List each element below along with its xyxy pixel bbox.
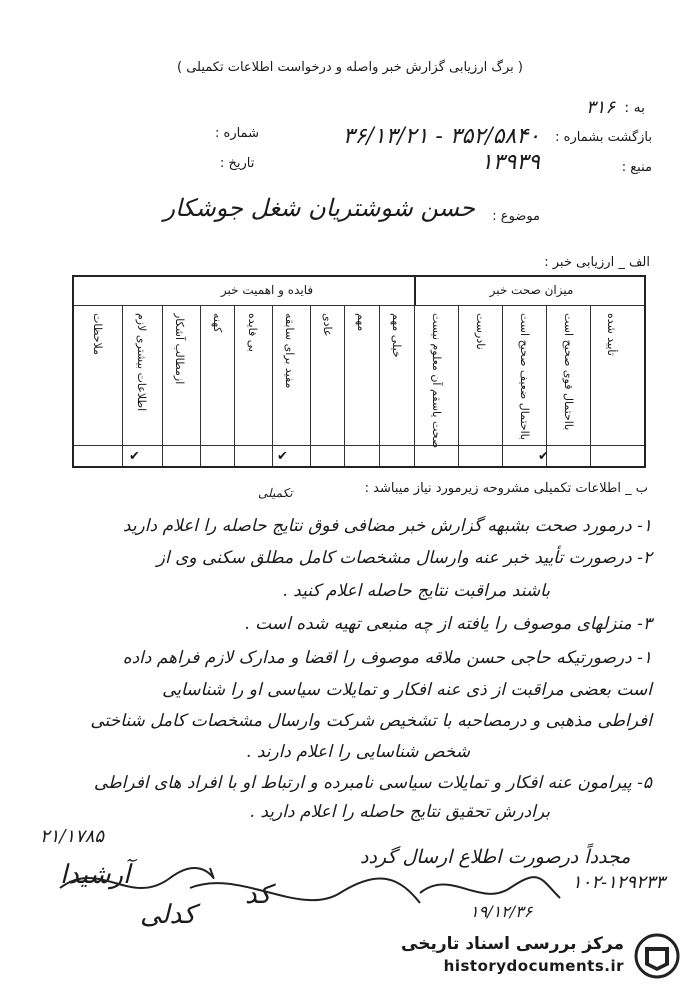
request-line-5: ۱- درصورتیکه حاجی حسن ملاقه موصوف را اقضا و مدارک لازم فراهم داده bbox=[122, 648, 652, 668]
request-line-7: افراطی مذهبی و درمصاحبه با تشخیص شرکت وارسال مشخصات کامل شناختی bbox=[90, 711, 652, 731]
column-important: مهم bbox=[355, 313, 368, 332]
reference-number-right: ۱۰۲-۱۲۹۲۳۳ bbox=[572, 872, 666, 893]
column-false: نادرست bbox=[474, 313, 487, 350]
request-line-1: ۱- درمورد صحت بشبهه گزارش خبر مضافی فوق نتایج حاصله را اعلام دارید bbox=[122, 516, 652, 536]
reference-label: بازگشت بشماره : bbox=[555, 130, 652, 145]
request-line-8: شخص شناسایی را اعلام دارند . bbox=[246, 742, 470, 762]
number-label: شماره : bbox=[215, 126, 259, 141]
section-b-label: ب _ اطلاعات تکمیلی مشروحه زیرمورد نیاز میباشد : bbox=[364, 481, 648, 496]
to-value: ۳۱۶ bbox=[585, 97, 615, 118]
source-label: منبع : bbox=[621, 160, 652, 175]
column-probably-true: بااحتمال قوی صحیح است bbox=[562, 313, 575, 431]
table-header-divider bbox=[74, 305, 644, 306]
request-line-6: است بعضی مراقبت از ذی عنه افکار و تمایلات سیاسی او را شناسایی bbox=[162, 680, 652, 700]
signature-scribbles bbox=[40, 848, 600, 938]
subject-value: حسن شوشتریان شغل جوشکار bbox=[163, 194, 475, 222]
request-line-9: ۵- پیرامون عنه افکار و تمایلات سیاسی نامبرده و ارتباط او با افراد های افراطی bbox=[93, 773, 652, 793]
column-ordinary: عادی bbox=[321, 313, 334, 337]
check-mark-icon: ✔ bbox=[538, 449, 549, 464]
request-line-3: باشند مراقبت نتایج حاصله اعلام کنید . bbox=[282, 581, 550, 601]
signature-2: کدلی bbox=[140, 900, 196, 930]
request-line-10: برادرش تحقیق نتایج حاصله را اعلام دارید . bbox=[249, 802, 550, 822]
to-label: به : bbox=[624, 100, 645, 116]
reference-value: ۳۶/۱۳/۲۱ - ۳۵۲/۵۸۴۰ bbox=[342, 124, 540, 149]
signature-1: آرشیدا bbox=[60, 860, 131, 890]
handwritten-note: مجدداً درصورت اطلاع ارسال گردد bbox=[360, 846, 631, 868]
website-link[interactable]: historydocuments.ir bbox=[443, 957, 624, 975]
column-useful-record: مفید برای سابقه bbox=[283, 313, 296, 389]
handwritten-annotation: تکمیلی bbox=[258, 486, 293, 500]
request-line-2: ۲- درصورت تأیید خبر عنه وارسال مشخصات کامل مطلق سکنی وی از bbox=[156, 548, 652, 568]
request-line-4: ۳- منزلهای موصوف را یافته از چه منبعی تهیه شده است . bbox=[244, 614, 652, 634]
column-unknown: صحت یاسقم آن معلوم نیست bbox=[430, 313, 443, 449]
form-title: ( برگ ارزیابی گزارش خبر واصله و درخواست اطلاعات تکمیلی ) bbox=[177, 60, 523, 75]
signature-3: کد bbox=[245, 880, 272, 910]
check-mark-icon: ✔ bbox=[129, 449, 140, 464]
column-very-important: خیلی مهم bbox=[390, 313, 403, 358]
reference-number-left: ۲۱/۱۷۸۵ bbox=[40, 826, 105, 847]
source-value: ۱۳۹۳۹ bbox=[480, 150, 540, 175]
column-possibly-true: بااحتمال ضعیف صحیح است bbox=[518, 313, 531, 441]
evaluation-table bbox=[72, 275, 646, 468]
accuracy-group-header: میزان صحت خبر bbox=[489, 283, 574, 297]
org-name: مرکز بررسی اسناد تاریخی bbox=[401, 934, 624, 954]
column-old: کهنه bbox=[211, 313, 224, 333]
section-a-label: الف _ ارزیابی خبر : bbox=[544, 255, 650, 270]
column-more-info-needed: اطلاعات بیشتری لازم bbox=[135, 313, 148, 412]
column-confirmed: تأیید شده bbox=[605, 313, 618, 356]
importance-group-header: فایده و اهمیت خبر bbox=[220, 283, 314, 297]
column-obvious: ازمطالب آشکار bbox=[173, 313, 186, 385]
signature-date: ۱۹/۱۲/۳۶ bbox=[470, 902, 533, 921]
table-group-divider bbox=[414, 277, 416, 305]
date-label: تاریخ : bbox=[220, 156, 255, 171]
column-useless: بی فایده bbox=[246, 313, 259, 352]
check-mark-icon: ✔ bbox=[277, 449, 288, 464]
subject-label: موضوع : bbox=[492, 209, 540, 224]
archive-logo-icon bbox=[634, 933, 680, 979]
column-remarks: ملاحظات bbox=[91, 313, 104, 355]
